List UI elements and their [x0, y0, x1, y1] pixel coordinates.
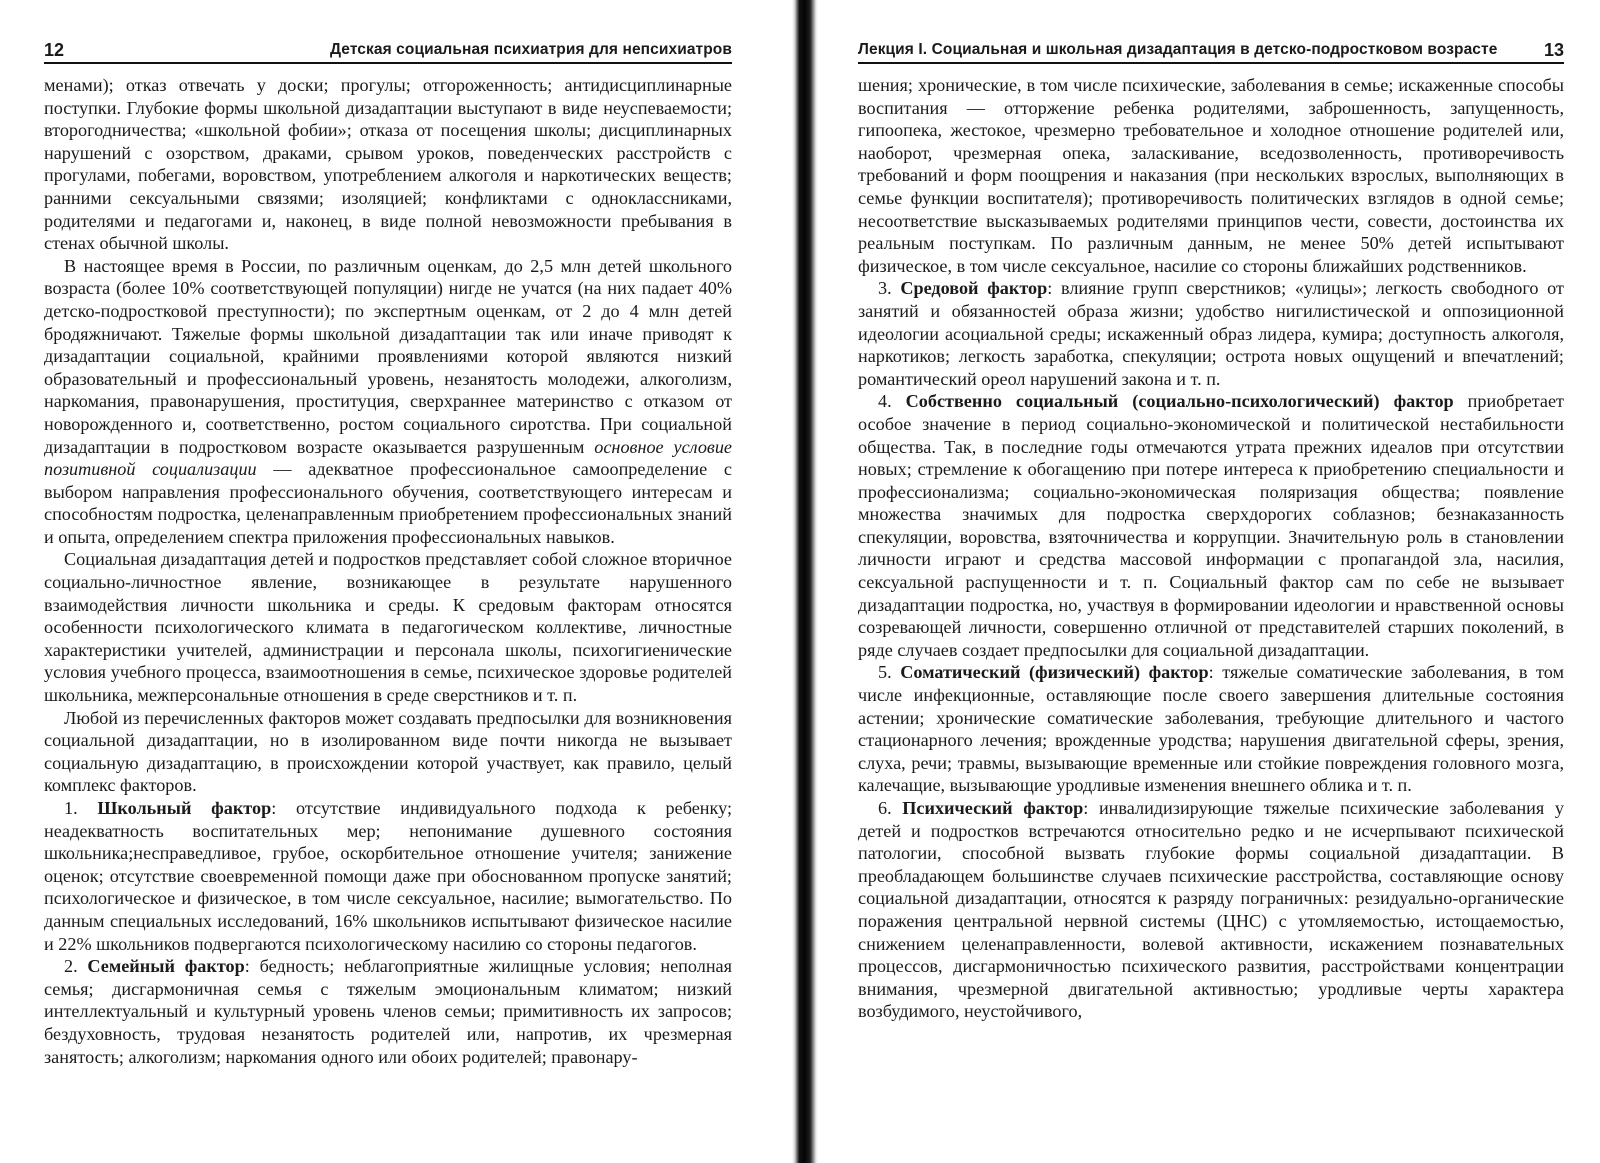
- factor-paragraph-mental: [858, 797, 1564, 1023]
- right-page-header: [858, 36, 1564, 64]
- paragraph: [44, 255, 732, 549]
- factor-heading: Психический фактор: [902, 798, 1084, 818]
- factor-text: : инвалидизирующие тяжелые психические заболевания у детей и подростков встречаются относительно редко и не исчерпывают психической патологии, способной вызвать глубокие формы социальной дизадаптации. В преобладающем большинстве случаев психические расстройства, составляющие основу социальной дизадаптации, относятся к разряду пограничных: резидуально-органические поражения центральной нервной системы (ЦНС) с утомляемостью, истощаемостью, снижением целенаправленности, волевой активности, искажением познавательных процессов, дисгармоничностью психического развития, расстройствами концентрации внимания, чрезмерной двигательной активностью; уродливые черты характера возбудимого, неустойчивого,: [858, 798, 1564, 1022]
- factor-paragraph-environment: [858, 277, 1564, 390]
- paragraph: шения; хронические, в том числе психические, заболевания в семье; искаженные способы воспитания — отторжение ребенка родителями, заброшенность, запущенность, гипоопека, жестокое, чрезмерно требовательное и холодное отношение родителей или, наоборот, чрезмерная опека, заласкивание, вседозволенность, противоречивость требований и форм поощрения и наказания (при нескольких взрослых, выполняющих в семье функции воспитателя); противоречивость политических взглядов в одной семье; несоответствие высказываемых родителями принципов чести, совести, достоинства их реальным поступкам. По различным данным, не менее 50% детей испытывают физическое, в том числе сексуальное, насилие со стороны ближайших родственников.: [858, 75, 1564, 276]
- left-page-header: [44, 36, 732, 64]
- left-page-body: [44, 74, 732, 1068]
- right-page-number: 13: [1543, 40, 1564, 60]
- factor-number: 4.: [878, 391, 892, 412]
- factor-number: 6.: [878, 798, 892, 818]
- paragraph: Социальная дизадаптация детей и подростков представляет собой сложное вторичное социально-личностное явление, возникающее в результате нарушенного взаимодействия личности школьника и среды. К средовым факторам относятся особенности психологического климата в педагогическом коллективе, личностные характеристики учителей, администрации и персонала школы, психогигиенические условия учебного процесса, взаимоотношения в семье, психическое здоровье родителей школьника, межперсональные отношения в среде сверстников и т. п.: [44, 549, 732, 706]
- book-gutter: [792, 0, 818, 1163]
- factor-paragraph-family: [44, 955, 732, 1068]
- paragraph: Любой из перечисленных факторов может создавать предпосылки для возникновения социальной дизадаптации, но в изолированном виде почти никогда не вызывает социальную дизадаптацию, в происхождении которой участвует, как правило, целый комплекс факторов.: [44, 707, 732, 796]
- factor-text: : бедность; неблагоприятные жилищные условия; неполная семья; дисгармоничная семья с тяжелым эмоциональным климатом; низкий интеллектуальный и культурный уровень членов семьи; примитивность их запросов; бездуховность, трудовая незанятость родителей или, напротив, их чрезмерная занятость; алкоголизм; наркомания одного или обоих родителей; правонару-: [44, 956, 732, 1067]
- factor-text: : отсутствие индивидуального подхода к ребенку; неадекватность воспитательных мер; непонимание душевного состояния школьника;несправедливое, грубое, оскорбительное отношение учителя; занижение оценок; отсутствие своевременной помощи даже при обоснованном пропуске занятий; психологическое и физическое, в том числе сексуальное, насилие; вымогательство. По данным специальных исследований, 16% школьников испытывают физическое насилие и 22% школьников подвергаются психологическому насилию со стороны педагогов.: [44, 798, 733, 954]
- factor-heading: Средовой фактор: [900, 278, 1048, 299]
- factor-number: 3.: [878, 278, 892, 299]
- factor-paragraph-social: [858, 390, 1564, 661]
- factor-paragraph-school: [44, 797, 732, 955]
- factor-paragraph-somatic: [858, 661, 1564, 797]
- factor-text: приобретает особое значение в период социально-экономической и политической нестабильности общества. Так, в последние годы отмечаются утрата прежних идеалов при отсутствии новых; стремление к обогащению при потере интереса к приобретению специальности и профессионализма; социально-экономическая поляризация общества; появление множества значимых для подростка сверхдорогих соблазнов; безнаказанность спекуляции, воровства, взяточничества и коррупции. Значительную роль в становлении личности играют и средства массовой информации с пропагандой зла, насилия, сексуальной распущенности и т. п. Социальный фактор сам по себе не вызывает дизадаптации подростка, но, участвуя в формировании идеологии и нравственной основы созревающей личности, совершенно отличной от представителей старших поколений, в ряде случаев создает предпосылки для социальной дизадаптации.: [858, 391, 1564, 660]
- factor-heading: Семейный фактор: [87, 956, 245, 977]
- right-running-title: Лекция I. Социальная и школьная дизадаптация в детско-подростковом возрасте: [858, 41, 1498, 58]
- factor-number: 2.: [64, 956, 78, 977]
- factor-text: : влияние групп сверстников; «улицы»; легкость свободного от занятий и обязанностей образа жизни; удобство нигилистической и оппозиционной идеологии асоциальной среды; искаженный образ лидера, кумира; доступность алкоголя, наркотиков; легкость заработка, спекуляции; острота новых ощущений и впечатлений; романтический ореол нарушений закона и т. п.: [858, 278, 1564, 389]
- factor-text: : тяжелые соматические заболевания, в том числе инфекционные, оставляющие после своего завершения длительные состояния астении; хронические соматические заболевания, требующие длительного и частого стационарного лечения; врожденные уродства; нарушения двигательной сферы, зрения, слуха, речи; травмы, вызывающие временные или стойкие повреждения головного мозга, калечащие, вызывающие уродливые изменения внешнего облика и т. п.: [858, 662, 1565, 796]
- factor-heading: Школьный фактор: [97, 798, 272, 818]
- left-running-title: Детская социальная психиатрия для непсихиатров: [329, 41, 732, 58]
- paragraph: менами); отказ отвечать у доски; прогулы; отгороженность; антидисциплинарные поступки. Глубокие формы школьной дизадаптации выступают в виде неуспеваемости; второгодничества; «школьной фобии»; отказа от посещения школы; дисциплинарных нарушений с озорством, драками, срывом уроков, поведенческих расстройств с прогулами, побегами, воровством, употреблением алкоголя и наркотических веществ; ранними сексуальными связями; изоляцией; конфликтами с одноклассниками, родителями и педагогами и, наконец, в виде полной невозможности пребывания в стенах обычной школы.: [44, 75, 732, 254]
- paragraph-text: В настоящее время в России, по различным оценкам, до 2,5 млн детей школьного возраста (более 10% соответствующей популяции) нигде не учатся (на них падает 40% детско-подростковой преступности); по экспертным оценкам, от 2 до 4 млн детей бродяжничают. Тяжелые формы школьной дизадаптации так или иначе приводят к дизадаптации социальной, крайними проявлениями которой являются низкий образовательный и профессиональный уровень, незанятость молодежи, алкоголизм, наркомания, правонарушения, проституция, сверхраннее материнство с отказом от новорожденного и, соответственно, ростом социального сиротства. При социальной дизадаптации в подростковом возрасте оказывается разрушенным: [44, 255, 732, 457]
- right-page-body: [858, 74, 1564, 1023]
- left-page: [0, 0, 790, 1163]
- factor-heading: Соматический (физический) фактор: [900, 662, 1209, 683]
- factor-heading: Собственно социальный (социально-психологический) фактор: [905, 391, 1454, 412]
- paragraph-text: — адекватное профессиональное самоопределение с выбором направления профессионального обучения, соответствующего интересам и способностям подростка, целенаправленным приобретением профессиональных знаний и опыта, определением спектра приложения профессиональных навыков.: [44, 459, 732, 547]
- right-page: [820, 0, 1600, 1163]
- factor-number: 5.: [878, 662, 892, 683]
- emphasis-text: основное условие позитивной социализации: [44, 436, 732, 480]
- factor-number: 1.: [64, 798, 78, 818]
- left-page-number: 12: [44, 40, 65, 60]
